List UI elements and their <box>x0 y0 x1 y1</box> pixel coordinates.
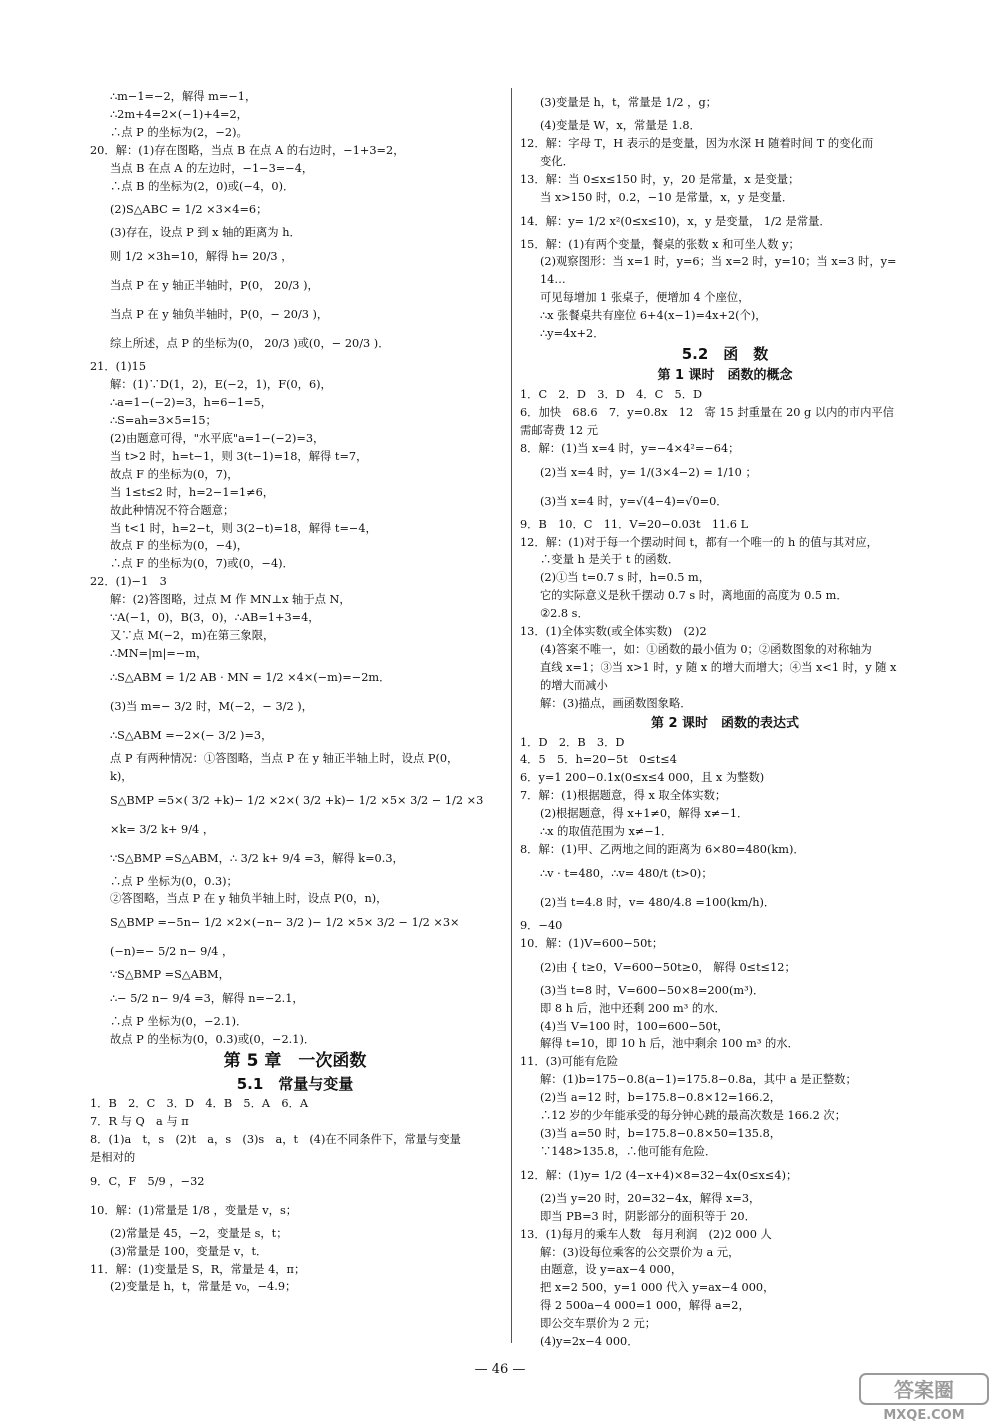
answer-line: ∴a=1−(−2)=3，h=6−1=5， <box>110 396 272 410</box>
answer-line: (2)由题意可得，"水平底"a=1−(−2)=3， <box>110 431 325 445</box>
answer-line: 解：(1)∵D(1，2)，E(−2，1)，F(0，6)， <box>110 378 332 392</box>
answer-line: 当 t>2 时，h=t−1，则 3(t−1)=18，解得 t=7， <box>110 449 368 463</box>
answer-line: 8．解：(1)甲、乙两地之间的距离为 6×80=480(km)． <box>520 843 805 856</box>
answer-line: 10．解：(1)V=600−50t； <box>520 936 664 950</box>
answer-line: 即当 PB=3 时，阴影部分的面积等于 20． <box>540 1209 756 1223</box>
answer-line: (2)当 x=4 时，y= 1/(3×4−2) = 1/10 ； <box>540 465 757 479</box>
answer-line: 12．解：字母 T，H 表示的是变量，因为水深 H 随着时间 T 的变化而 <box>520 136 874 150</box>
chapter-heading: 第 5 章 一次函数 <box>223 1051 367 1072</box>
answer-line: (2)①当 t=0.7 s 时，h=0.5 m， <box>540 571 711 585</box>
answer-line: 直线 x=1；③当 x>1 时，y 随 x 的增大而增大；④当 x<1 时，y 随 x <box>540 660 897 674</box>
answer-line: 故此种情况不符合题意； <box>110 503 235 517</box>
answer-line: 11．(3)可能有危险 <box>520 1055 619 1069</box>
answer-line: ∵148>135.8，∴他可能有危险． <box>540 1144 717 1158</box>
answer-line: 22．(1)−1 3 <box>90 575 167 589</box>
answer-line: 则 1/2 ×3h=10，解得 h= 20/3 ， <box>110 250 293 264</box>
answer-line: ∴x 的取值范围为 x≠−1． <box>540 825 673 839</box>
answer-line: 20．解：(1)存在图略，当点 B 在点 A 的右边时，−1+3=2， <box>90 143 405 157</box>
answer-line: 1．C 2．D 3．D 4．C 5．D <box>520 387 703 401</box>
answer-line: (4)当 V=100 时，100=600−50t， <box>540 1019 729 1033</box>
answer-line: (3)当 m=− 3/2 时，M(−2，− 3/2 )， <box>110 699 313 713</box>
answer-line: 7．R 与 Q a 与 π <box>90 1115 189 1128</box>
answer-line: ∴y=4x+2． <box>540 327 605 341</box>
answer-line: ②答图略，当点 P 在 y 轴负半轴上时，设点 P(0，n)， <box>110 892 388 906</box>
answer-line: (2)根据题意，得 x+1≠0，解得 x≠−1． <box>540 807 749 821</box>
page-number: — 46 — <box>474 1362 526 1377</box>
answer-line: 10．解：(1)常量是 1/8 ，变量是 v，s； <box>90 1203 298 1217</box>
answer-line: (−n)=− 5/2 n− 9/4 ， <box>110 945 234 959</box>
answer-line: 当点 B 在点 A 的左边时，−1−3=−4， <box>110 161 314 175</box>
answer-line: 可见每增加 1 张桌子，便增加 4 个座位， <box>540 291 750 305</box>
answer-line: 6．加快 68.6 7．y=0.8x 12 寄 15 封重量在 20 g 以内的市内平信 <box>520 405 894 419</box>
answer-line: 又∵点 M(−2，m)在第三象限， <box>110 628 275 642</box>
answer-line: 故点 F 的坐标为(0，−4)， <box>110 539 249 553</box>
answer-line: 当点 P 在 y 轴负半轴时，P(0，− 20/3 )， <box>110 308 329 322</box>
watermark-url: MXQE.COM <box>883 1408 965 1423</box>
answer-line: 4．5 5．h=20−5t 0≤t≤4 <box>520 753 677 767</box>
answer-line: 9．−40 <box>520 918 563 932</box>
answer-line: ∴− 5/2 n− 9/4 =3，解得 n=−2.1， <box>110 992 304 1006</box>
answer-line: ∴S△ABM =−2×(− 3/2 )=3， <box>110 728 273 742</box>
answer-line: (3)变量是 h，t，常量是 1/2 ，g； <box>540 96 717 109</box>
answer-line: 6．y=1 200−0.1x(0≤x≤4 000，且 x 为整数) <box>520 771 765 785</box>
answer-line: 把 x=2 500，y=1 000 代入 y=ax−4 000， <box>540 1281 775 1295</box>
answer-line: ∴点 P 的坐标为(2，−2)。 <box>110 125 248 139</box>
answer-line: ∴变量 h 是关于 t 的函数． <box>540 553 680 567</box>
answer-line: (2)S△ABC = 1/2 ×3×4=6； <box>110 203 268 217</box>
answer-line: 变化． <box>540 154 574 168</box>
answer-line: (2)观察图形：当 x=1 时，y=6；当 x=2 时，y=10；当 x=3 时，y= <box>540 255 897 269</box>
answer-line: 13．(1)每月的乘车人数 每月利润 (2)2 000 人 <box>520 1227 772 1241</box>
answer-line: 解：(1)b=175−0.8(a−1)=175.8−0.8a，其中 a 是正整数； <box>540 1073 857 1087</box>
answer-line: ②2.8 s． <box>540 607 589 621</box>
answer-line: 15．解：(1)有两个变量，餐桌的张数 x 和可坐人数 y； <box>520 237 800 251</box>
answer-line: ∴MN=|m|=−m， <box>110 646 208 660</box>
answer-line: 13．解：当 0≤x≤150 时，y，20 是常量，x 是变量； <box>520 172 800 186</box>
answer-line: ∴S△ABM = 1/2 AB · MN = 1/2 ×4×(−m)=−2m． <box>110 670 391 684</box>
answer-line: 14．解：y= 1/2 x²(0≤x≤10)，x，y 是变量， 1/2 是常量． <box>520 214 831 228</box>
answer-line: ∴12 岁的少年能承受的每分钟心跳的最高次数是 166.2 次； <box>540 1109 847 1123</box>
answer-line: (4)y=2x−4 000． <box>540 1335 639 1349</box>
lesson-heading: 第 2 课时 函数的表达式 <box>650 715 800 731</box>
answer-line: 故点 P 的坐标为(0，0.3)或(0，−2.1)． <box>110 1033 316 1047</box>
answer-line: (3)当 t=8 时，V=600−50×8=200(m³)． <box>540 983 765 997</box>
answer-line: 当 x>150 时，0.2，−10 是常量，x，y 是变量． <box>540 190 794 204</box>
answer-line: ∵S△BMP =S△ABM，∴ 3/2 k+ 9/4 =3，解得 k=0.3， <box>110 851 404 865</box>
answer-line: ∴S=ah=3×5=15； <box>110 414 217 428</box>
answer-line: (3)当 x=4 时，y=√(4−4)=√0=0． <box>540 494 728 508</box>
answer-line: ∴点 P 坐标为(0，0.3)； <box>110 874 238 888</box>
answer-line: (3)当 a=50 时，b=175.8−0.8×50=135.8， <box>540 1126 782 1140</box>
answer-line: 综上所述，点 P 的坐标为(0， 20/3 )或(0，− 20/3 )． <box>110 337 390 351</box>
answer-line: 是相对的 <box>90 1150 136 1164</box>
answer-line: 13．(1)全体实数(或全体实数) (2)2 <box>520 625 707 639</box>
answer-line: (2)当 a=12 时，b=175.8−0.8×12=166.2， <box>540 1091 782 1105</box>
answer-line: ∵A(−1，0)，B(3，0)，∴AB=1+3=4， <box>110 611 320 625</box>
answer-line: (2)当 y=20 时，20=32−4x，解得 x=3， <box>540 1191 761 1205</box>
answer-line: S△BMP =−5n− 1/2 ×2×(−n− 3/2 )− 1/2 ×5× 3/2 − 1/2 ×3× <box>110 916 460 930</box>
answer-line: 1．D 2．B 3．D <box>520 735 625 749</box>
watermark-logo <box>858 1372 990 1424</box>
answer-line: ×k= 3/2 k+ 9/4 ， <box>110 822 215 836</box>
answer-line: 11．解：(1)变量是 S，R，常量是 4，π； <box>90 1262 306 1276</box>
answer-line: (3)常量是 100，变量是 v，t． <box>110 1244 268 1258</box>
answer-line: 21．(1)15 <box>90 360 147 374</box>
answer-line: 解：(3)设每位乘客的公交票价为 a 元， <box>540 1245 740 1259</box>
column-divider <box>511 88 512 1343</box>
answer-line: 需邮寄费 12 元 <box>520 423 599 437</box>
answer-line: ∴点 P 坐标为(0，−2.1)． <box>110 1015 248 1029</box>
answer-line: 当点 P 在 y 轴正半轴时，P(0， 20/3 )， <box>110 279 319 293</box>
answer-line: ∴点 F 的坐标为(0，7)或(0，−4)． <box>110 557 294 571</box>
answer-line: (4)变量是 W，x，常量是 1.8． <box>540 119 701 132</box>
answer-line: 即 8 h 后，池中还剩 200 m³ 的水． <box>540 1001 726 1015</box>
answer-line: 故点 F 的坐标为(0，7)， <box>110 467 239 481</box>
answer-line: (2)当 t=4.8 时，v= 480/4.8 =100(km/h)． <box>540 895 776 909</box>
answer-line: 解：(3)描点，画函数图象略． <box>540 696 692 710</box>
answer-line: 1．B 2．C 3．D 4．B 5．A 6．A <box>90 1097 309 1111</box>
answer-line: 9．C，F 5/9 ，−32 <box>90 1174 205 1188</box>
answer-line: 得 2 500a−4 000=1 000，解得 a=2， <box>540 1299 750 1313</box>
answer-line: k)， <box>110 769 133 783</box>
answer-line: 12．解：(1)对于每一个摆动时间 t，都有一个唯一的 h 的值与其对应， <box>520 535 878 549</box>
answer-line: 解：(2)答图略，过点 M 作 MN⊥x 轴于点 N， <box>110 593 351 607</box>
answer-line: 即公交车票价为 2 元； <box>540 1317 657 1331</box>
watermark-text: 答案圈 <box>894 1378 954 1402</box>
answer-line: (3)存在，设点 P 到 x 轴的距离为 h． <box>110 226 301 240</box>
answer-line: 当 1≤t≤2 时，h=2−1=1≠6， <box>110 485 275 499</box>
answer-line: 点 P 有两种情况：①答图略，当点 P 在 y 轴正半轴上时，设点 P(0， <box>110 751 459 765</box>
answer-line: ∴x 张餐桌共有座位 6+4(x−1)=4x+2(个)， <box>540 309 767 323</box>
answer-line: 9．B 10．C 11．V=20−0.03t 11.6 L <box>520 517 749 531</box>
lesson-heading: 第 1 课时 函数的概念 <box>657 367 793 383</box>
answer-line: (2)由 { t≥0，V=600−50t≥0， 解得 0≤t≤12； <box>540 960 796 974</box>
answer-line: (2)常量是 45，−2，变量是 s，t； <box>110 1226 288 1240</box>
answer-line: ∴v · t=480，∴v= 480/t (t>0)； <box>540 866 713 880</box>
answer-line: (4)答案不唯一，如：①函数的最小值为 0；②函数图象的对称轴为 <box>540 642 872 656</box>
left-column <box>90 88 500 1296</box>
answer-line: ∴点 B 的坐标为(2，0)或(−4，0)． <box>110 179 295 193</box>
right-column <box>520 88 930 1351</box>
section-heading: 5.1 常量与变量 <box>236 1075 354 1094</box>
answer-line: ∴2m+4=2×(−1)+4=2， <box>110 107 248 121</box>
answer-line: 解得 t=10，即 10 h 后，池中剩余 100 m³ 的水． <box>540 1037 799 1051</box>
answer-line: 当 t<1 时，h=2−t，则 3(2−t)=18，解得 t=−4， <box>110 521 377 535</box>
answer-line: 它的实际意义是秋千摆动 0.7 s 时，离地面的高度为 0.5 m． <box>540 589 848 603</box>
answer-line: ∴m−1=−2，解得 m=−1， <box>110 90 257 103</box>
answer-line: 14… <box>540 273 566 287</box>
answer-line: 7．解：(1)根据题意，得 x 取全体实数； <box>520 789 727 803</box>
answer-line: S△BMP =5×( 3/2 +k)− 1/2 ×2×( 3/2 +k)− 1/2 ×5× 3/2 − 1/2 ×3 <box>110 793 484 807</box>
answer-line: 8．(1)a t，s (2)t a，s (3)s a，t (4)在不同条件下，常量与变量 <box>90 1132 461 1146</box>
section-heading: 5.2 函 数 <box>681 344 769 363</box>
answer-line: ∵S△BMP =S△ABM， <box>110 968 230 982</box>
answer-line: (2)变量是 h，t，常量是 v₀，−4.9； <box>110 1280 297 1294</box>
answer-line: 8．解：(1)当 x=4 时，y=−4×4²=−64； <box>520 441 740 455</box>
answer-line: 由题意，设 y=ax−4 000， <box>540 1263 683 1277</box>
answer-line: 的增大而减小 <box>540 678 608 692</box>
answer-line: 12．解：(1)y= 1/2 (4−x+4)×8=32−4x(0≤x≤4)； <box>520 1168 798 1182</box>
